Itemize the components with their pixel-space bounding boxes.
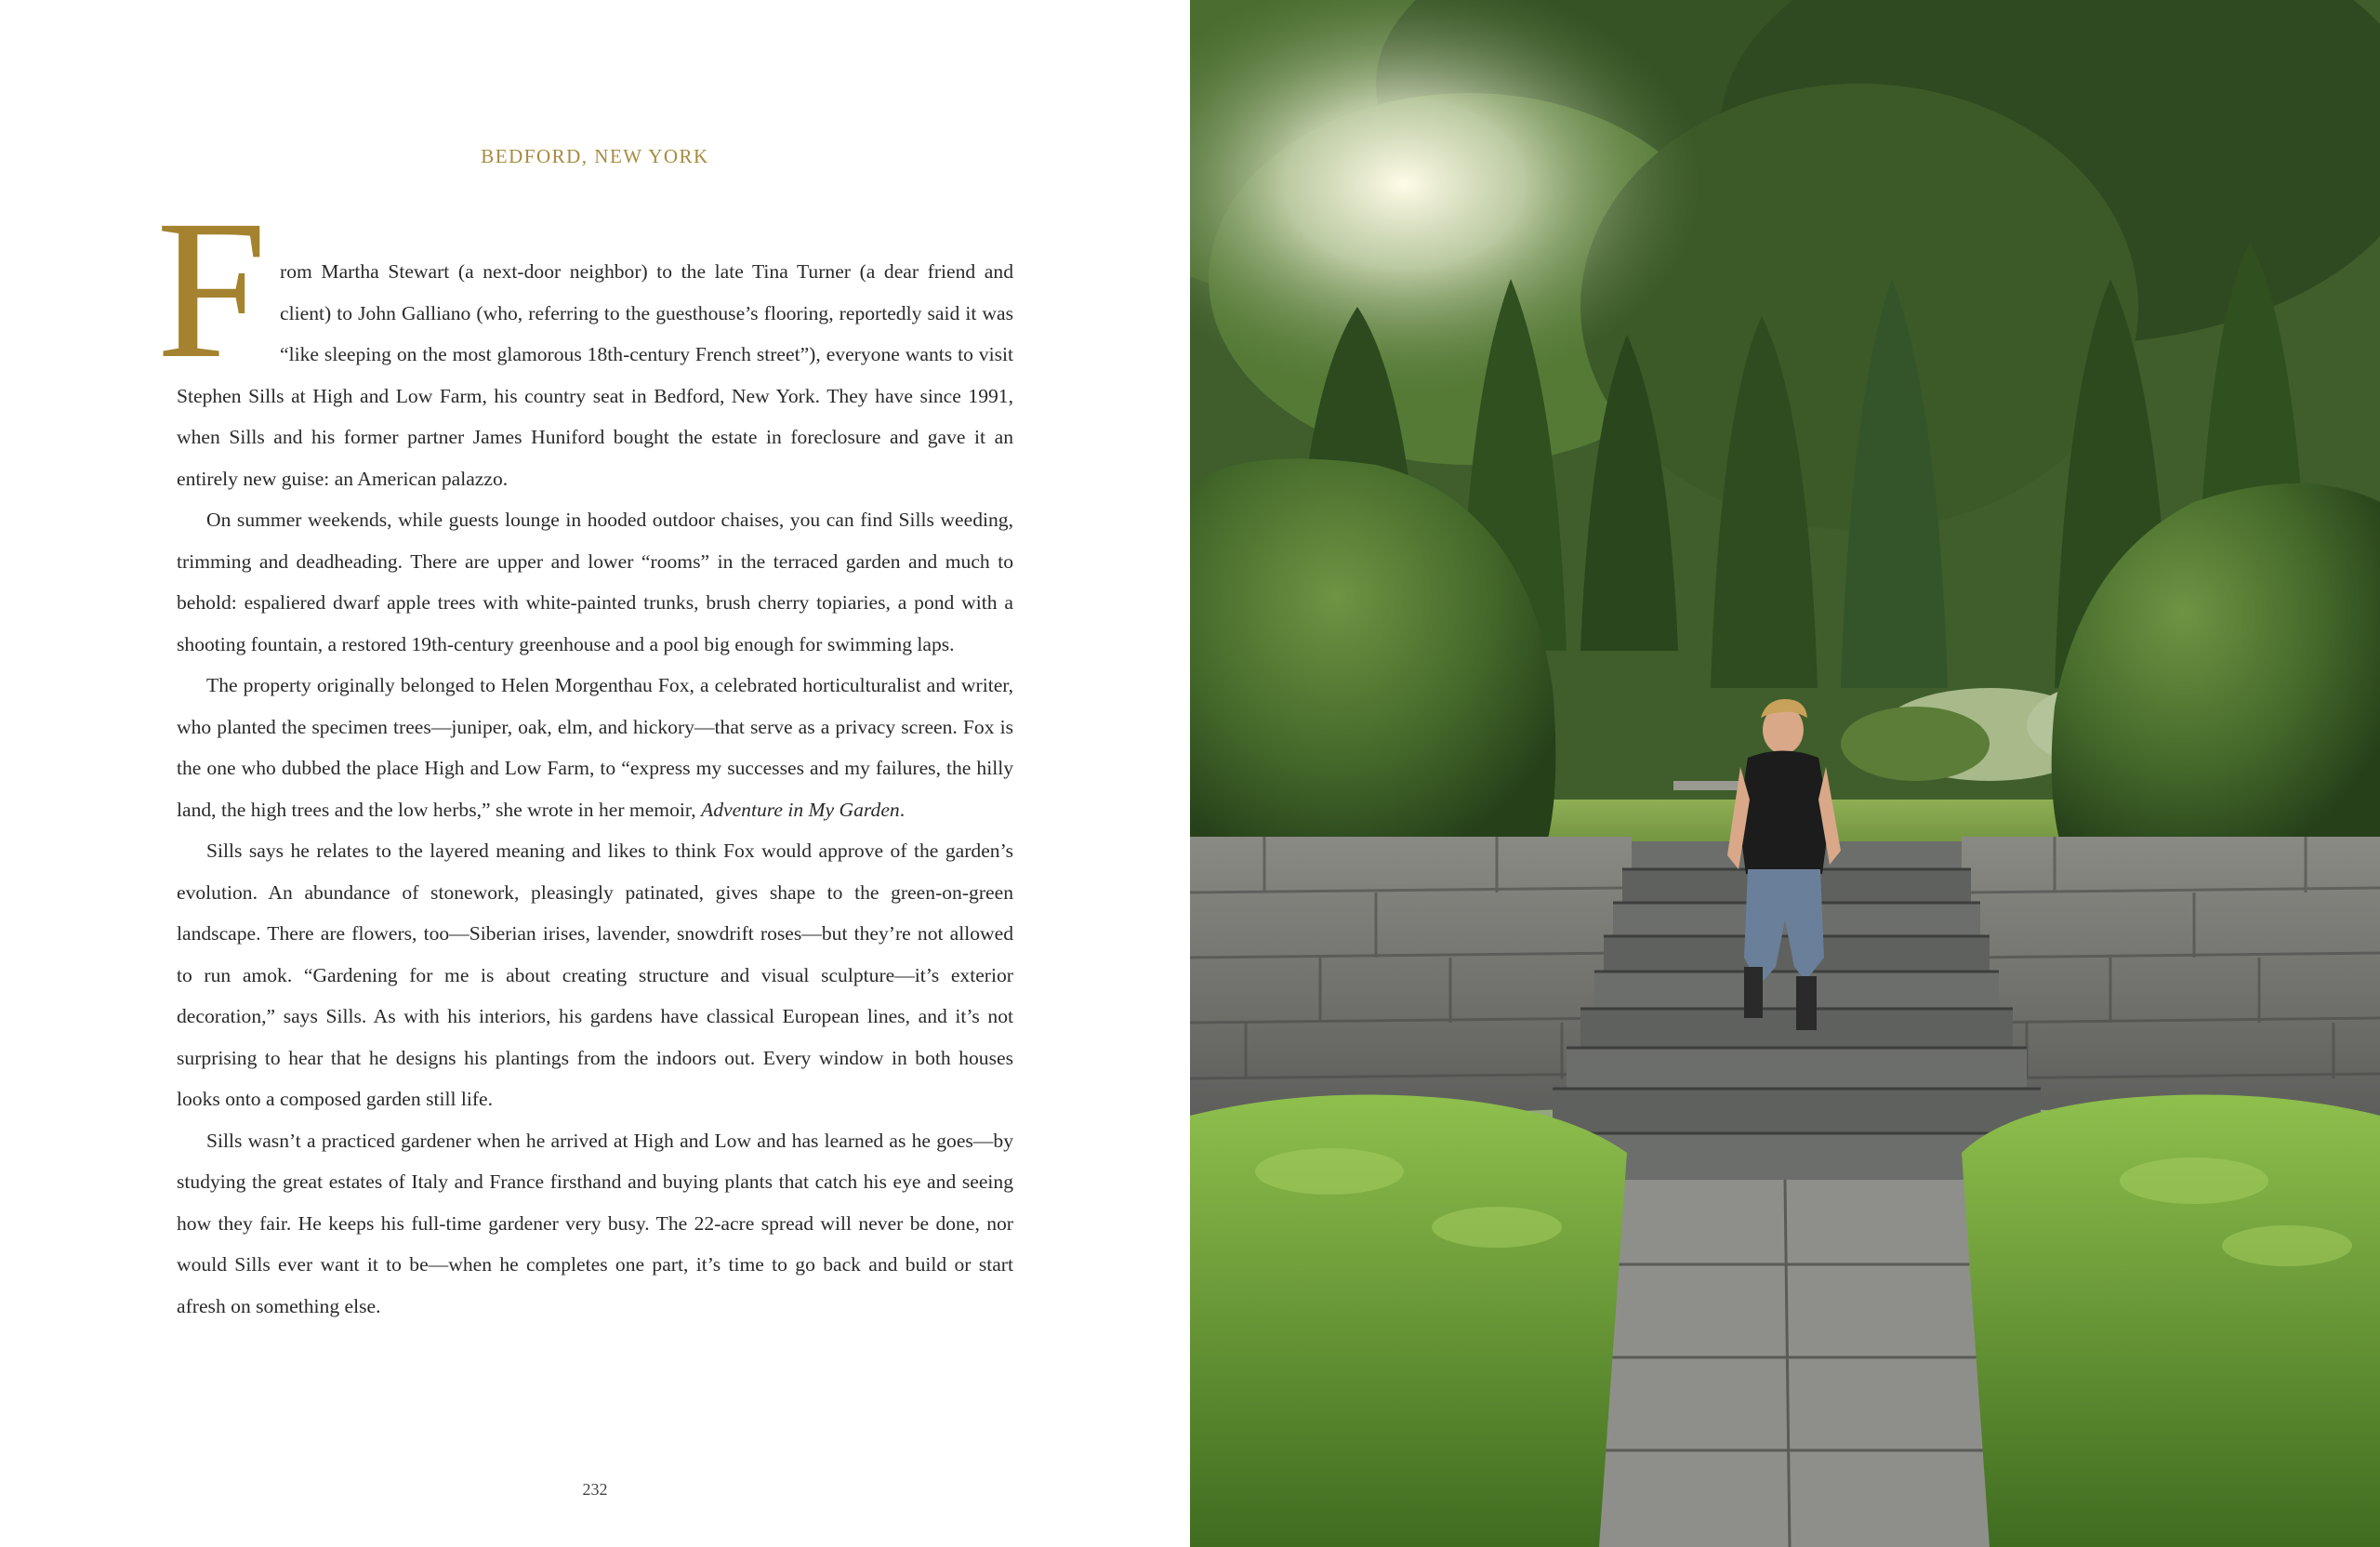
paragraph-4: Sills says he relates to the layered meaning and likes to think Fox would approve of the garden’s evolution. An abundance of stonework, pleasingly patinated, gives shape to the green-on-green landscape. There are flowers, too—Siberian irises, lavender, snowdrift roses—but they’re not allowed to run amok. “Gardening for me is about creating structure and visual sculpture—it’s exterior decoration,” says Sills. As with his interiors, his gardens have classical European lines, and it’s not surprising to hear that he designs his plantings from the indoors out. Every window in both houses looks onto a composed garden still life. <box>177 840 1013 1110</box>
garden-photo-illustration <box>1190 0 2380 1547</box>
location-heading: BEDFORD, NEW YORK <box>481 145 709 167</box>
drop-cap: F <box>156 179 268 400</box>
garden-photo <box>1190 0 2380 1547</box>
paragraph-3 <box>177 665 1013 830</box>
paragraph-3-text: The property originally belonged to Helen Morgenthau Fox, a celebrated horticulturalist and writer, who planted the specimen trees—juniper, oak, elm, and hickory—that serve as a privacy screen. Fox is the one who dubbed the place High and Low Farm, to “express my successes and my failures, the hilly land, the high trees and the low herbs,” she wrote in her memoir, <box>177 674 1013 821</box>
page-number: 232 <box>582 1480 608 1499</box>
paragraph-1-text: rom Martha Stewart (a next-door neighbor) to the late Tina Turner (a dear friend and client) to John Galliano (who, referring to the guesthouse’s flooring, reportedly said it was “like sleeping on the most glamorous 18th-century French street”), everyone wants to visit Stephen Sills at High and Low Farm, his country seat in Bedford, New York. They have since 1991, when Sills and his former partner James Huniford bought the estate in foreclosure and gave it an entirely new guise: an American palazzo. <box>177 260 1013 490</box>
body-text <box>156 179 1013 1327</box>
paragraph-2: On summer weekends, while guests lounge in hooded outdoor chaises, you can find Sills weeding, trimming and deadheading. There are upper and lower “rooms” in the terraced garden and much to behold: espaliered dwarf apple trees with white-painted trunks, brush cherry topiaries, a pond with a shooting fountain, a restored 19th-century greenhouse and a pool big enough for swimming laps. <box>177 509 1013 655</box>
paragraph-5: Sills wasn’t a practiced gardener when he arrived at High and Low and has learned as he goes—by studying the great estates of Italy and France firsthand and buying plants that catch his eye and seeing how they fair. He keeps his full-time gardener very busy. The 22-acre spread will never be done, nor would Sills ever want it to be—when he completes one part, it’s time to go back and build or start afresh on something else. <box>177 1129 1013 1317</box>
book-title: Adventure in My Garden <box>701 798 900 821</box>
paragraph-3-end: . <box>899 798 906 821</box>
paragraph-1 <box>156 179 1013 499</box>
